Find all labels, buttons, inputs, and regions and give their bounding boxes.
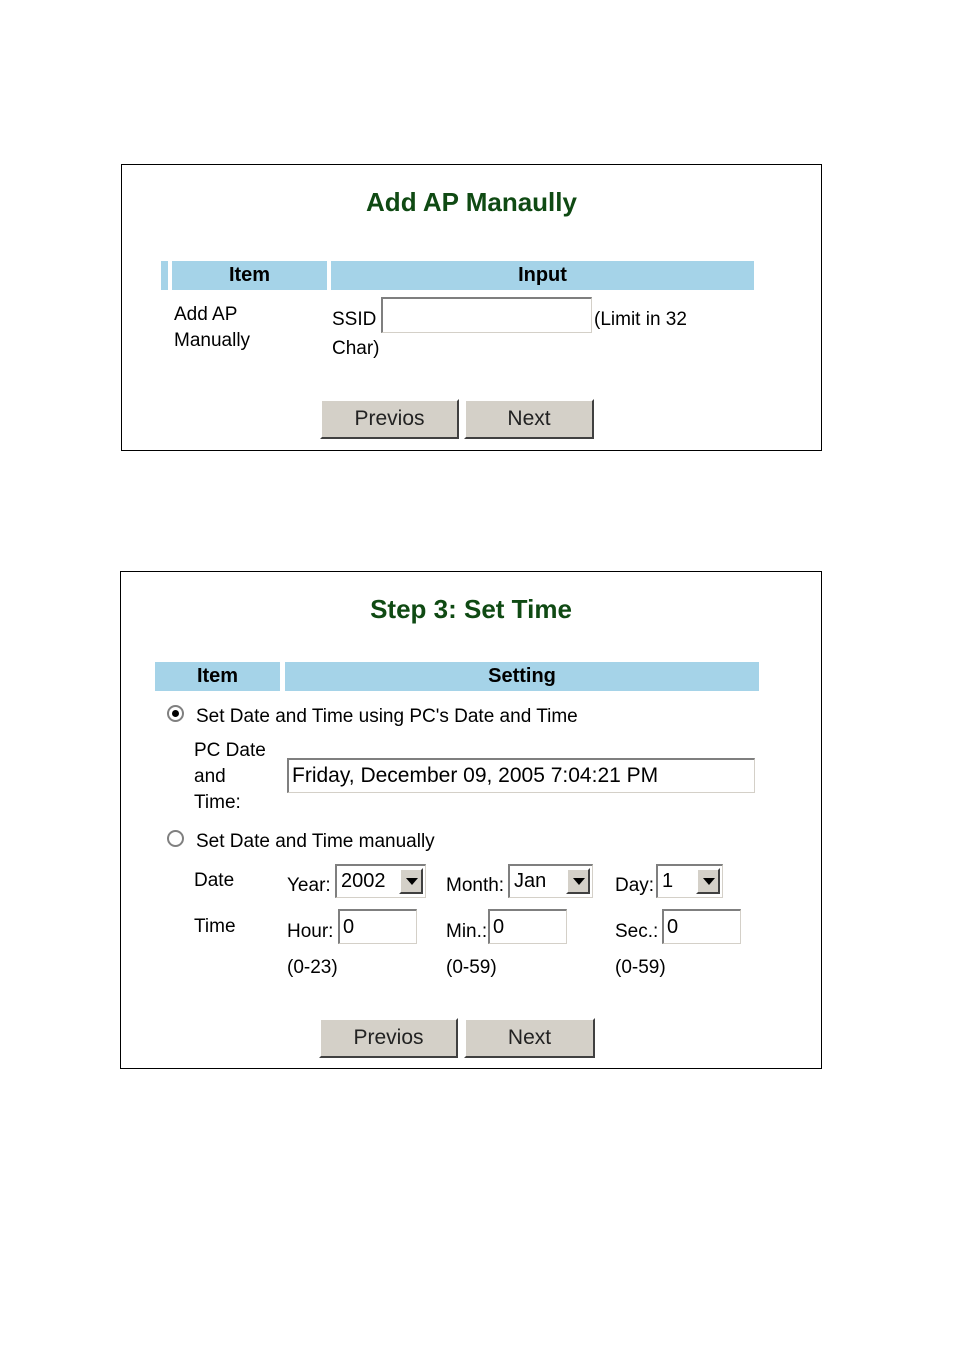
row-label-line1: Add AP (174, 304, 238, 325)
day-label: Day: (615, 875, 655, 896)
hour-label: Hour: (287, 921, 334, 942)
row-label-line2: Manually (174, 330, 251, 351)
year-value: 2002 (341, 870, 386, 892)
previous-button[interactable]: Previos (320, 399, 459, 439)
year-select[interactable] (335, 864, 426, 898)
chevron-down-icon (566, 868, 590, 894)
header-edge (161, 261, 168, 290)
limit-note-line2: Char) (332, 338, 380, 359)
ssid-label: SSID (332, 309, 377, 330)
set-time-panel (120, 571, 822, 1069)
previous-button[interactable]: Previos (319, 1018, 458, 1058)
chevron-down-icon (696, 868, 720, 894)
column-header-item: Item (155, 662, 280, 691)
min-label: Min.: (446, 921, 488, 942)
ssid-input[interactable] (381, 297, 592, 333)
radio-selected-dot (172, 710, 179, 717)
radio-use-pc-time[interactable] (167, 705, 184, 722)
min-range: (0-59) (446, 957, 497, 978)
column-header-input: Input (331, 261, 754, 290)
min-input[interactable] (488, 909, 567, 944)
column-header-item: Item (172, 261, 327, 290)
day-select[interactable] (656, 864, 723, 898)
month-label: Month: (446, 875, 505, 896)
hour-range: (0-23) (287, 957, 338, 978)
next-button[interactable]: Next (464, 1018, 595, 1058)
add-ap-panel (121, 164, 822, 451)
option-pc-time-label: Set Date and Time using PC's Date and Time (196, 706, 578, 727)
radio-manual-time[interactable] (167, 830, 184, 847)
option-manual-label: Set Date and Time manually (196, 831, 435, 852)
time-label: Time (194, 916, 236, 937)
day-value: 1 (662, 870, 674, 892)
pc-datetime-label-line2: and (194, 766, 226, 787)
pc-datetime-field[interactable] (287, 758, 755, 793)
set-time-title: Step 3: Set Time (370, 594, 572, 624)
chevron-down-icon (399, 868, 423, 894)
column-header-setting: Setting (285, 662, 759, 691)
limit-note-line1: (Limit in 32 (594, 309, 687, 330)
year-label: Year: (287, 875, 331, 896)
sec-input[interactable] (662, 909, 741, 944)
hour-input[interactable] (338, 909, 417, 944)
date-label: Date (194, 870, 235, 891)
next-button[interactable]: Next (464, 399, 594, 439)
pc-datetime-label-line1: PC Date (194, 740, 266, 761)
pc-datetime-label-line3: Time: (194, 792, 241, 813)
month-value: Jan (514, 870, 547, 892)
month-select[interactable] (508, 864, 593, 898)
sec-label: Sec.: (615, 921, 659, 942)
add-ap-title: Add AP Manaully (366, 187, 577, 217)
sec-range: (0-59) (615, 957, 666, 978)
